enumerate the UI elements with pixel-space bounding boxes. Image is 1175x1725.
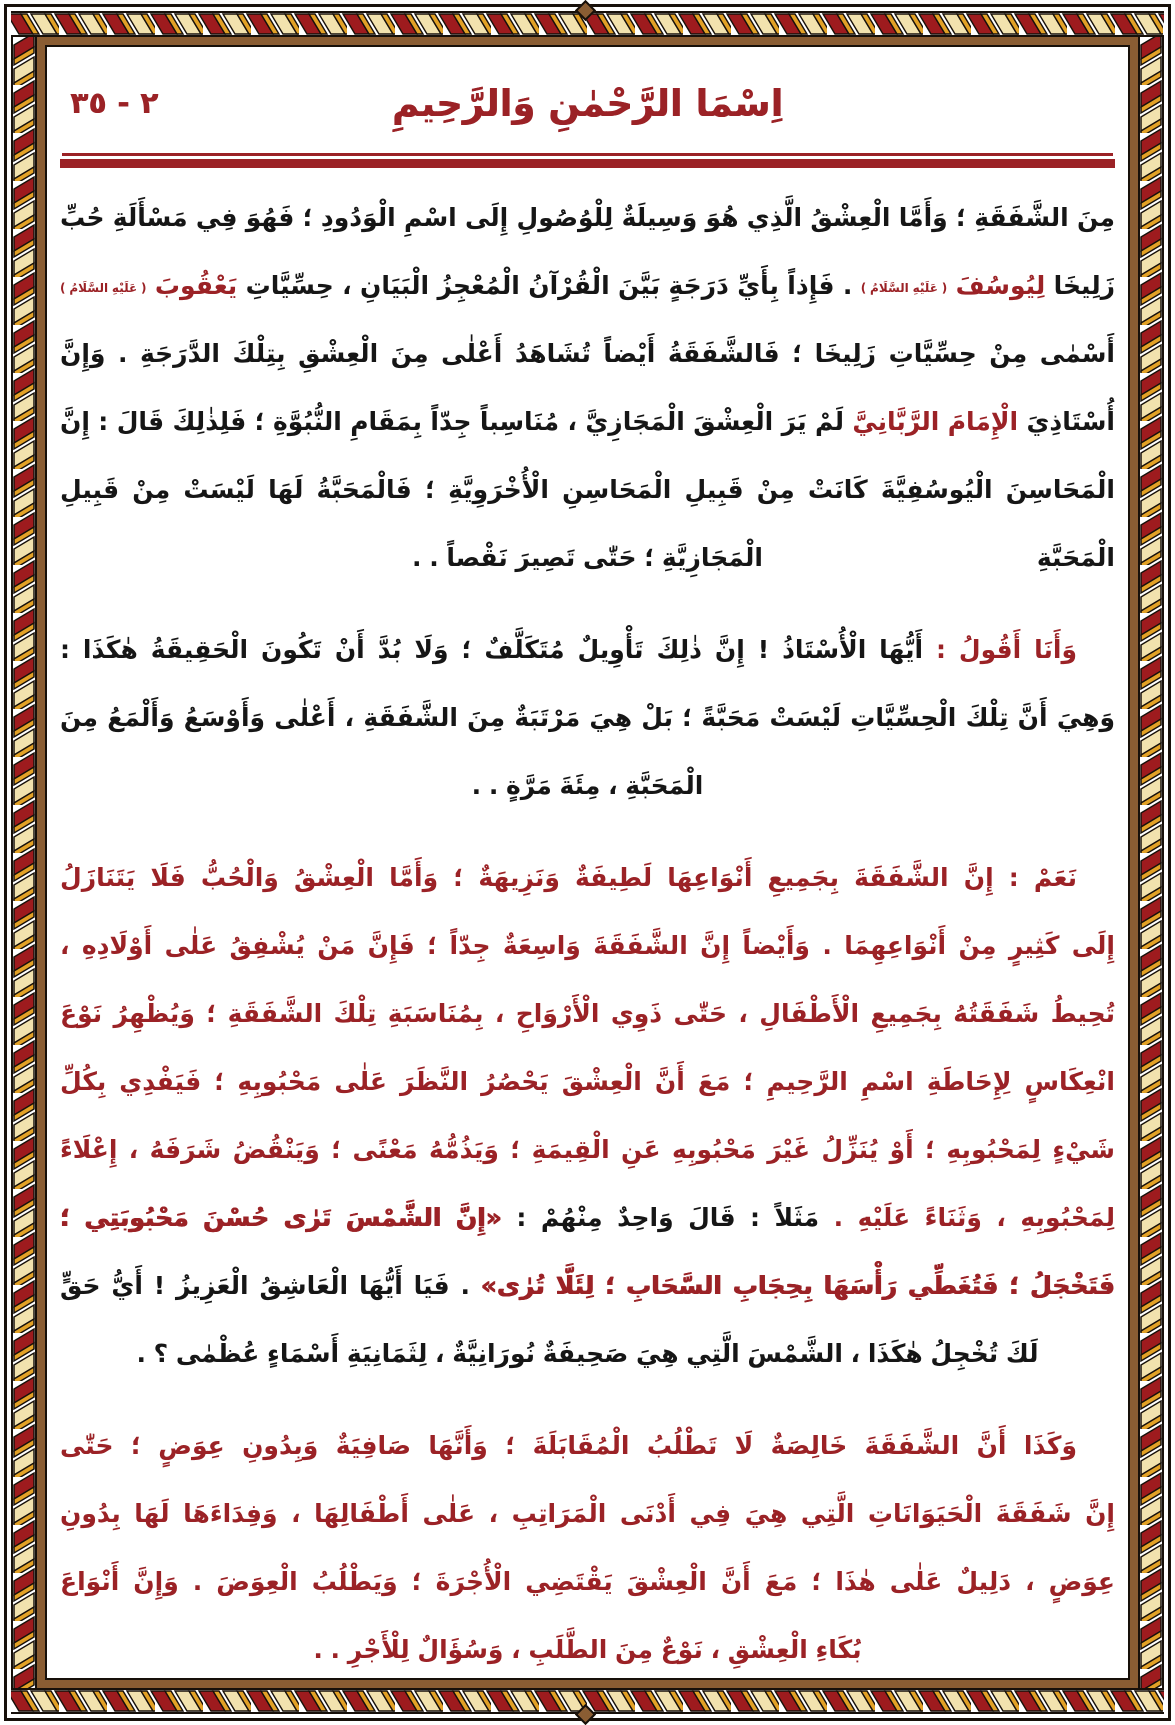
text-segment: أَسْمٰى مِنْ حِسِّيَّاتِ زَلِيخَا ؛ فَالشَّفَقَةُ أَيْضاً تُشَاهَدُ أَعْلٰى مِنَ الْعِشْقِ بِتِلْكَ الدَّرَجَةِ . وَإِنَّ — [60, 339, 1115, 368]
paragraph — [60, 1412, 1115, 1684]
alayhis-salam-mark: ( عَلَيْهِ السَّلَامُ ) — [60, 281, 147, 295]
header-rule — [60, 153, 1115, 168]
text-segment: «إِنَّ الشَّمْسَ تَرٰى حُسْنَ مَحْبُوبَتِي ؛ — [60, 1203, 502, 1232]
page-content — [47, 47, 1128, 1678]
text-line — [60, 320, 1115, 388]
text-segment: الْمَحَاسِنَ الْيُوسُفِيَّةَ كَانَتْ مِنْ قَبِيلِ الْمَحَاسِنِ الْأُخْرَوِيَّةِ ؛ فَالْمَحَبَّةُ لَهَا لَيْسَتْ مِنْ قَبِيلِ الْمَحَبَّةِ — [60, 475, 1115, 572]
text-segment: مَثَلاً : قَالَ وَاحِدٌ مِنْهُمْ : — [501, 1203, 834, 1232]
text-line — [60, 252, 1115, 320]
text-segment: لَمْ يَرَ الْعِشْقَ الْمَجَازِيَّ ، مُنَاسِباً جِدّاً بِمَقَامِ النُّبُوَّةِ ؛ فَلِذٰلِكَ قَالَ : إِنَّ — [60, 407, 853, 436]
text-line — [60, 1616, 1115, 1684]
text-line — [60, 1116, 1115, 1184]
paragraph — [60, 184, 1115, 592]
text-segment: شَيْءٍ لِمَحْبُوبِهِ ؛ أَوْ يُنَزِّلُ غَيْرَ مَحْبُوبِهِ عَنِ الْقِيمَةِ ؛ وَيَذُمُّهُ مَعْنًى ؛ وَيَنْقُضُ شَرَفَهُ ، إِعْلَاءً — [60, 1135, 1115, 1164]
text-line — [60, 1548, 1115, 1616]
ornamental-border-right — [1138, 37, 1164, 1688]
ornamental-border-left — [11, 37, 37, 1688]
text-segment: . فَيَا أَيُّهَا الْعَاشِقُ الْعَزِيزُ ! أَيُّ حَقٍّ — [60, 1271, 481, 1300]
text-line — [60, 1480, 1115, 1548]
text-segment: إِنَّ شَفَقَةَ الْحَيَوَانَاتِ الَّتِي هِيَ فِي أَدْنَى الْمَرَاتِبِ ، عَلٰى أَطْفَالِهَا ، وَفِدَاءَهَا لَهَا بِدُونِ — [60, 1499, 1115, 1528]
text-segment: عِوَضٍ ، دَلِيلٌ عَلٰى هٰذَا ؛ مَعَ أَنَّ الْعِشْقَ يَقْتَضِي الْأُجْرَةَ ؛ وَيَطْلُبُ الْعِوَضَ . وَإِنَّ أَنْوَاعَ — [60, 1567, 1115, 1596]
text-segment: انْعِكَاسٍ لِإِحَاطَةِ اسْمِ الرَّحِيمِ ؛ مَعَ أَنَّ الْعِشْقَ يَحْصُرُ النَّظَرَ عَلٰى مَحْبُوبِهِ ؛ فَيَفْدِي بِكُلِّ — [60, 1067, 1115, 1096]
text-segment: مِنَ الشَّفَقَةِ ؛ وَأَمَّا الْعِشْقُ الَّذِي هُوَ وَسِيلَةٌ لِلْوُصُولِ إِلَى اسْمِ الْوَدُودِ ؛ فَهُوَ فِي مَسْأَلَةِ حُبِّ — [60, 203, 1115, 232]
text-line — [60, 1412, 1115, 1480]
text-line — [60, 1048, 1115, 1116]
text-line — [60, 1320, 1115, 1388]
paragraph — [60, 844, 1115, 1388]
text-segment: وَكَذَا أَنَّ الشَّفَقَةَ خَالِصَةٌ لَا تَطْلُبُ الْمُقَابَلَةَ ؛ وَأَنَّهَا صَافِيَةٌ وَبِدُونِ عِوَضٍ ؛ حَتّٰى — [60, 1431, 1077, 1460]
text-segment: الْمَجَازِيَّةِ ؛ حَتّٰى تَصِيرَ نَقْصاً . . — [412, 543, 763, 572]
header-rule-thin-line — [62, 153, 1113, 156]
text-segment: بُكَاءِ الْعِشْقِ ، نَوْعٌ مِنَ الطَّلَبِ ، وَسُؤَالٌ لِلْأَجْرِ . . — [313, 1635, 862, 1664]
text-line — [60, 844, 1115, 912]
text-segment: أَيُّهَا الْأُسْتَاذُ ! إِنَّ ذٰلِكَ تَأْوِيلٌ مُتَكَلَّفٌ ؛ وَلَا بُدَّ أَنْ تَكُونَ الْحَقِيقَةُ هٰكَذَا : — [60, 635, 924, 664]
text-segment: لِيُوسُفَ — [947, 271, 1046, 300]
text-line — [60, 388, 1115, 456]
text-line — [60, 752, 1115, 820]
text-body — [60, 184, 1115, 1684]
text-segment: الْإِمَامَ الرَّبَّانِيَّ — [852, 407, 1019, 436]
text-line — [60, 184, 1115, 252]
text-segment: لِمَحْبُوبِهِ ، وَثَنَاءً عَلَيْهِ . — [833, 1203, 1115, 1232]
text-line — [60, 684, 1115, 752]
paragraph — [60, 616, 1115, 820]
text-segment: إِلَى كَثِيرٍ مِنْ أَنْوَاعِهِمَا . وَأَيْضاً إِنَّ الشَّفَقَةَ وَاسِعَةٌ جِدّاً ؛ فَإِنَّ مَنْ يُشْفِقُ عَلٰى أَوْلَادِهِ ، — [60, 931, 1115, 960]
text-line — [60, 1252, 1115, 1320]
text-line — [60, 1184, 1115, 1252]
text-segment: أُسْتَاذِيَ — [1018, 407, 1115, 436]
page-header — [60, 67, 1115, 141]
alayhis-salam-mark: ( عَلَيْهِ السَّلَامُ ) — [860, 281, 948, 295]
text-segment: . فَإِذاً بِأَيِّ دَرَجَةٍ بَيَّنَ الْقُرْآنُ الْمُعْجِزُ الْبَيَانِ ، حِسِّيَّاتِ — [237, 271, 861, 300]
page-number: ٢ - ٣٥ — [70, 86, 159, 121]
text-segment: نَعَمْ : إِنَّ الشَّفَقَةَ بِجَمِيعِ أَنْوَاعِهَا لَطِيفَةٌ وَنَزِيهَةٌ ؛ وَأَمَّا الْعِشْقُ وَالْحُبُّ فَلَا يَتَنَازَلُ — [60, 863, 1077, 892]
page-title: اِسْمَا الرَّحْمٰنِ وَالرَّحِيمِ — [391, 82, 784, 125]
text-line — [60, 616, 1115, 684]
text-segment: فَتَخْجَلُ ؛ فَتُغَطِّي رَأْسَهَا بِحِجَابِ السَّحَابِ ؛ لِئَلَّا تُرٰى» — [480, 1271, 1115, 1300]
text-segment: يَعْقُوبَ — [146, 271, 238, 300]
text-segment: وَهِيَ أَنَّ تِلْكَ الْحِسِّيَّاتِ لَيْسَتْ مَحَبَّةً ؛ بَلْ هِيَ مَرْتَبَةٌ مِنَ الشَّفَقَةِ ، أَعْلٰى وَأَوْسَعُ وَأَلْمَعُ مِنَ — [60, 703, 1115, 732]
text-line — [60, 980, 1115, 1048]
text-line — [60, 524, 1115, 592]
header-rule-thick-line — [60, 159, 1115, 168]
text-segment: وَأَنَا أَقُولُ : — [923, 635, 1077, 664]
text-line — [60, 912, 1115, 980]
text-segment: تُحِيطُ شَفَقَتُهُ بِجَمِيعِ الْأَطْفَالِ ، حَتّٰى ذَوِي الْأَرْوَاحِ ، بِمُنَاسَبَةِ تِلْكَ الشَّفَقَةِ ؛ وَيُظْهِرُ نَوْعَ — [60, 999, 1115, 1028]
text-segment: لَكَ تُخْجِلُ هٰكَذَا ، الشَّمْسَ الَّتِي هِيَ صَحِيفَةٌ نُورَانِيَّةٌ ، لِثَمَانِيَةِ أَسْمَاءٍ عُظْمٰى ؟ . — [136, 1339, 1039, 1368]
text-segment: الْمَحَبَّةِ ، مِئَةَ مَرَّةٍ . . — [471, 771, 704, 800]
text-segment: زَلِيخَا — [1045, 271, 1116, 300]
